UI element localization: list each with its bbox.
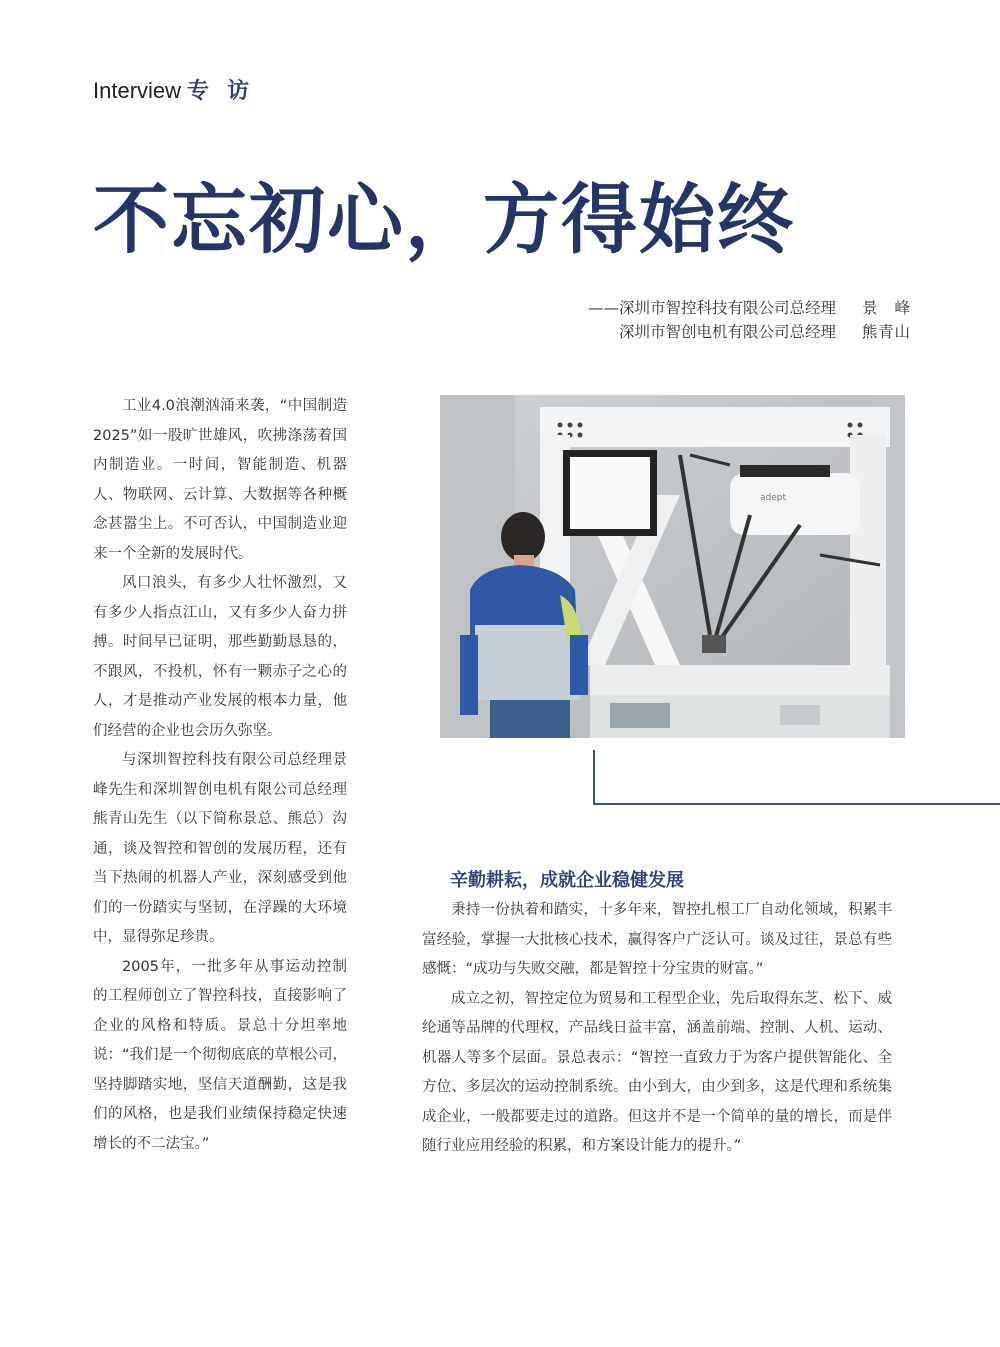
byline-org: ——深圳市智控科技有限公司总经理 [587, 299, 836, 317]
divider-horizontal [593, 803, 1000, 805]
paragraph: 风口浪头，有多少人壮怀激烈，又有多少人指点江山，又有多少人奋力拼搏。时间早已证明，那些勤勤恳恳的，不跟风，不投机，怀有一颗赤子之心的人，才是推动产业发展的根本力量，他们经营的企业也会历久弥坚。 [93, 575, 347, 739]
paragraph: 2005年，一批多年从事运动控制的工程师创立了智控科技，直接影响了企业的风格和特质。景总十分坦率地说：“我们是一个彻彻底底的草根公司，坚持脚踏实地，坚信天道酬勤，这是我们的风格，也是我们业绩保持稳定快速增长的不二法宝。” [93, 958, 348, 1152]
byline-row [588, 320, 910, 344]
byline-org: 深圳市智创电机有限公司总经理 [618, 323, 836, 341]
divider-vertical [593, 750, 595, 805]
paragraph: 成立之初，智控定位为贸易和工程型企业，先后取得东芝、松下、威纶通等品牌的代理权，产品线日益丰富，涵盖前端、控制、人机、运动、机器人等多个层面。景总表示：“智控一直致力于为客户提供智能化、全方位、多层次的运动控制系统。由小到大，由少到多，这是代理和系统集成企业，一般都要走过的道路。但这并不是一个简单的量的增长，而是伴随行业应用经验的积累，和方案设计能力的提升。” [422, 990, 892, 1154]
robot-photo [440, 395, 905, 738]
byline-row [588, 296, 910, 320]
paragraph: 工业4.0浪潮汹涌来袭，“中国制造2025”如一股旷世雄风，吹拂涤荡着国内制造业。一时间，智能制造、机器人、物联网、云计算、大数据等各种概念甚嚣尘上。不可否认，中国制造业迎来一个全新的发展时代。 [93, 398, 347, 562]
byline-name: 景峰 [862, 299, 910, 317]
right-column [422, 896, 892, 1162]
paragraph: 与深圳智控科技有限公司总经理景峰先生和深圳智创电机有限公司总经理熊青山先生（以下简称景总、熊总）沟通，谈及智控和智创的发展历程，还有当下热闹的机器人产业，深刻感受到他们的一份踏实与坚韧，在浮躁的大环境中，显得弥足珍贵。 [93, 752, 347, 945]
section-label [93, 74, 255, 105]
section-label-cn: 专 访 [187, 78, 256, 103]
article-title: 不忘初心，方得始终 [93, 175, 795, 264]
robot-illustration [440, 395, 905, 738]
paragraph: 秉持一份执着和踏实，十多年来，智控扎根工厂自动化领域，积累丰富经验，掌握一大批核心技术，赢得客户广泛认可。谈及过往，景总有些感慨：“成功与失败交融，都是智控十分宝贵的财富。” [422, 902, 892, 977]
robot-brand-label: adept [760, 493, 787, 503]
section-heading: 辛勤耕耘，成就企业稳健发展 [450, 870, 684, 891]
byline-name: 熊青山 [862, 323, 910, 341]
byline [588, 296, 910, 344]
left-column [93, 392, 347, 1159]
section-label-en: Interview [93, 78, 182, 103]
